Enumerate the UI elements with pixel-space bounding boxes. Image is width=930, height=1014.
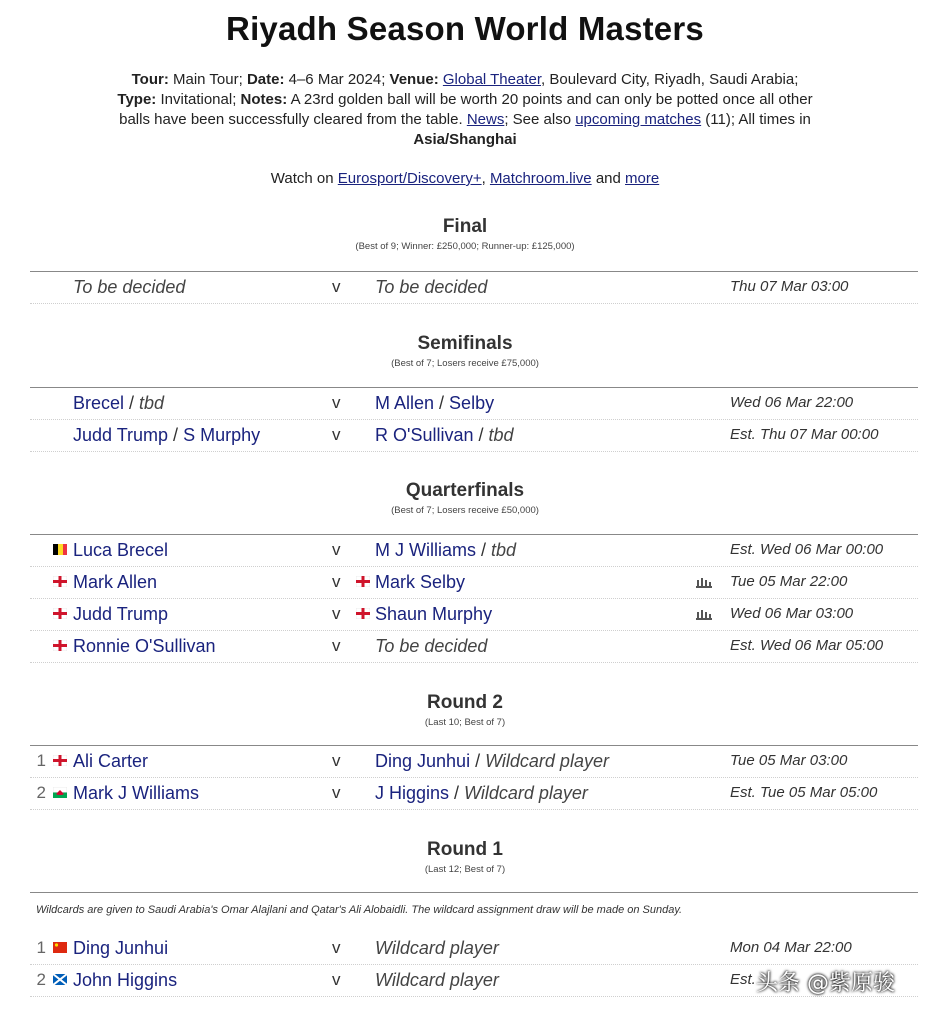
match-row bbox=[30, 535, 918, 567]
england-flag-icon bbox=[53, 755, 67, 766]
player2 bbox=[375, 783, 588, 804]
player2-alt: Wildcard player bbox=[464, 783, 588, 803]
page-title: Riyadh Season World Masters bbox=[226, 10, 704, 47]
player2[interactable]: Mark Selby bbox=[375, 572, 466, 592]
england-flag-icon bbox=[53, 608, 67, 619]
match-row bbox=[30, 272, 918, 304]
player1: To be decided bbox=[73, 277, 186, 297]
player1 bbox=[73, 425, 260, 446]
player1[interactable]: John Higgins bbox=[73, 970, 178, 990]
round-subtitle: (Last 10; Best of 7) bbox=[424, 717, 506, 728]
versus: v bbox=[332, 277, 341, 296]
player1-name[interactable]: Judd Trump bbox=[73, 425, 169, 445]
versus: v bbox=[332, 572, 341, 591]
player2-name[interactable]: Ding Junhui bbox=[375, 751, 471, 771]
round-title: Final bbox=[442, 216, 488, 237]
watch-and: and bbox=[595, 170, 621, 187]
player2 bbox=[375, 425, 514, 446]
player1[interactable]: Ali Carter bbox=[73, 751, 149, 771]
match-row bbox=[30, 746, 918, 778]
wales-flag-icon bbox=[53, 787, 67, 798]
versus: v bbox=[332, 636, 341, 655]
separator: / bbox=[434, 393, 450, 413]
venue-label: Venue: bbox=[389, 71, 439, 88]
tour-value: Main Tour; bbox=[173, 71, 243, 88]
date-label: Date: bbox=[246, 71, 285, 88]
match-time: Wed 06 Mar 03:00 bbox=[730, 605, 854, 622]
round-subtitle: (Best of 9; Winner: £250,000; Runner-up: £125,000) bbox=[355, 241, 575, 252]
match-row bbox=[30, 933, 918, 965]
versus: v bbox=[332, 783, 341, 802]
player1 bbox=[73, 393, 164, 414]
match-time: Wed 06 Mar 22:00 bbox=[730, 394, 854, 411]
match-time: Tue 05 Mar 22:00 bbox=[730, 573, 848, 590]
versus: v bbox=[332, 938, 341, 957]
separator: / bbox=[449, 783, 465, 803]
separator: / bbox=[168, 425, 184, 445]
match-time: Mon 04 Mar 22:00 bbox=[730, 939, 852, 956]
match-row bbox=[30, 631, 918, 663]
player2-alt: Wildcard player bbox=[485, 751, 609, 771]
round-subtitle: (Last 12; Best of 7) bbox=[424, 864, 506, 875]
divider bbox=[30, 892, 918, 893]
player2-alt[interactable]: Selby bbox=[449, 393, 495, 413]
match-time: Thu 07 Mar 03:00 bbox=[730, 278, 849, 295]
player2: Wildcard player bbox=[375, 938, 499, 958]
player1[interactable]: Mark J Williams bbox=[73, 783, 199, 803]
england-flag-icon bbox=[356, 576, 370, 587]
versus: v bbox=[332, 751, 341, 770]
match-time: Est. Wed 06 Mar 05:00 bbox=[730, 637, 884, 654]
player2 bbox=[375, 540, 516, 561]
match-row bbox=[30, 599, 918, 631]
quarterfinals-heading bbox=[0, 480, 930, 516]
match-number: 2 bbox=[36, 783, 46, 802]
player2-alt: tbd bbox=[491, 540, 517, 560]
england-flag-icon bbox=[53, 576, 67, 587]
venue-link[interactable]: Global Theater bbox=[442, 71, 542, 88]
player2 bbox=[375, 393, 494, 414]
round-subtitle: (Best of 7; Losers receive £75,000) bbox=[391, 358, 539, 369]
player2-alt: tbd bbox=[488, 425, 514, 445]
venue-rest: , Boulevard City, Riyadh, Saudi Arabia; bbox=[541, 71, 799, 88]
see-also-text: ; See also bbox=[504, 111, 572, 128]
watermark: 头条 @紫原骏 bbox=[756, 971, 895, 996]
match-row bbox=[30, 778, 918, 810]
match-number: 1 bbox=[36, 938, 46, 957]
round-subtitle: (Best of 7; Losers receive £50,000) bbox=[391, 505, 539, 516]
more-link[interactable]: more bbox=[625, 170, 660, 187]
player1-alt: tbd bbox=[139, 393, 165, 413]
player2: Wildcard player bbox=[375, 970, 499, 990]
date-value: 4–6 Mar 2024; bbox=[288, 71, 386, 88]
player1[interactable]: Luca Brecel bbox=[73, 540, 169, 560]
upcoming-matches-link[interactable]: upcoming matches bbox=[575, 111, 702, 128]
china-flag-icon bbox=[53, 942, 67, 953]
news-link[interactable]: News bbox=[466, 111, 505, 128]
england-flag-icon bbox=[356, 608, 370, 619]
player1-alt[interactable]: S Murphy bbox=[183, 425, 261, 445]
separator: / bbox=[473, 425, 489, 445]
match-row bbox=[30, 388, 918, 420]
watch-comma: , bbox=[481, 170, 486, 187]
player2-name[interactable]: J Higgins bbox=[375, 783, 450, 803]
round-title: Semifinals bbox=[417, 333, 513, 354]
player2 bbox=[375, 751, 609, 772]
watch-line bbox=[0, 170, 930, 187]
player1-name[interactable]: Brecel bbox=[73, 393, 125, 413]
separator: / bbox=[124, 393, 140, 413]
match-time: Est. Wed 06 Mar 00:00 bbox=[730, 541, 884, 558]
tv-broadcast-icon[interactable] bbox=[696, 608, 712, 620]
belgium-flag-icon bbox=[53, 544, 67, 555]
separator: / bbox=[470, 751, 486, 771]
player1[interactable]: Ronnie O'Sullivan bbox=[73, 636, 216, 656]
england-flag-icon bbox=[53, 640, 67, 651]
match-time: Est. bbox=[730, 971, 756, 988]
tour-label: Tour: bbox=[131, 71, 169, 88]
match-time: Tue 05 Mar 03:00 bbox=[730, 752, 848, 769]
eurosport-link[interactable]: Eurosport/Discovery+ bbox=[337, 170, 482, 187]
versus: v bbox=[332, 540, 341, 559]
notes-value: A 23rd golden ball will be worth 20 points and can only be potted once all other balls have been successfully cleared from the table. bbox=[119, 91, 813, 128]
timezone: Asia/Shanghai bbox=[413, 131, 517, 148]
player1[interactable]: Mark Allen bbox=[73, 572, 158, 592]
round2-heading bbox=[0, 692, 930, 728]
tv-broadcast-icon[interactable] bbox=[696, 576, 712, 588]
notes-label: Notes: bbox=[240, 91, 288, 108]
event-info bbox=[115, 70, 815, 150]
versus: v bbox=[332, 425, 341, 444]
matchroom-link[interactable]: Matchroom.live bbox=[489, 170, 592, 187]
player1[interactable]: Judd Trump bbox=[73, 604, 169, 624]
player2-name[interactable]: M J Williams bbox=[375, 540, 476, 560]
semifinals-heading bbox=[0, 333, 930, 369]
separator: / bbox=[476, 540, 492, 560]
match-number: 2 bbox=[36, 970, 46, 989]
player2: To be decided bbox=[375, 277, 488, 297]
scotland-flag-icon bbox=[53, 974, 67, 985]
player2-name[interactable]: R O'Sullivan bbox=[375, 425, 474, 445]
versus: v bbox=[332, 604, 341, 623]
type-label: Type: bbox=[117, 91, 157, 108]
player2: To be decided bbox=[375, 636, 488, 656]
match-time: Est. Tue 05 Mar 05:00 bbox=[730, 784, 878, 801]
watch-prefix: Watch on bbox=[270, 170, 334, 187]
round-title: Round 2 bbox=[427, 692, 503, 713]
upcoming-count: (11); All times in bbox=[705, 111, 811, 128]
match-row bbox=[30, 420, 918, 452]
round1-heading bbox=[0, 839, 930, 875]
versus: v bbox=[332, 970, 341, 989]
player1[interactable]: Ding Junhui bbox=[73, 938, 169, 958]
match-time: Est. Thu 07 Mar 00:00 bbox=[730, 426, 879, 443]
type-value: Invitational; bbox=[160, 91, 237, 108]
versus: v bbox=[332, 393, 341, 412]
wildcard-note: Wildcards are given to Saudi Arabia's Omar Alajlani and Qatar's Ali Alobaidli. The wildcard assignment draw will be made on Sunday. bbox=[36, 904, 683, 916]
match-row bbox=[30, 567, 918, 599]
match-number: 1 bbox=[36, 751, 46, 770]
final-heading bbox=[0, 216, 930, 252]
round-title: Round 1 bbox=[427, 839, 503, 860]
player2-name[interactable]: M Allen bbox=[375, 393, 435, 413]
player2[interactable]: Shaun Murphy bbox=[375, 604, 493, 624]
round-title: Quarterfinals bbox=[405, 480, 525, 501]
